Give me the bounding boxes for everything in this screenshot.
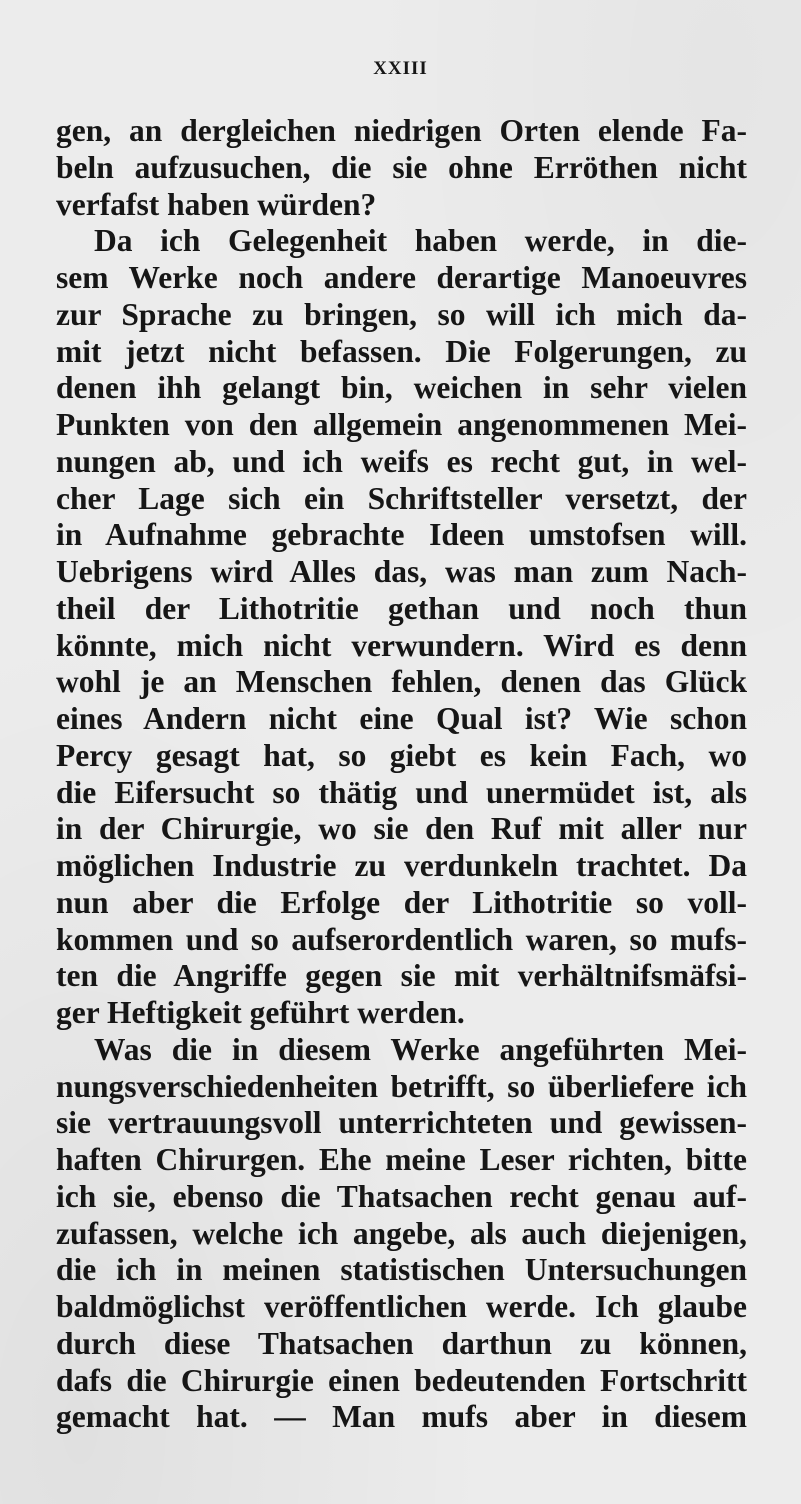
text-line: cher Lage sich ein Schriftsteller versetzt, der <box>56 480 747 516</box>
text-line: verfafst haben würden? <box>56 186 377 222</box>
text-line: nungen ab, und ich weifs es recht gut, in wel- <box>56 443 747 479</box>
text-line: denen ihh gelangt bin, weichen in sehr vielen <box>56 370 747 406</box>
text-line: sie vertrauungsvoll unterrichteten und gewissen- <box>56 1105 747 1141</box>
text-line: zur Sprache zu bringen, so will ich mich da- <box>56 296 747 332</box>
text-line: ten die Angriffe gegen sie mit verhältnifsmäfsi- <box>56 958 747 994</box>
text-line: könnte, mich nicht verwundern. Wird es denn <box>56 627 747 663</box>
text-line: theil der Lithotritie gethan und noch thun <box>56 590 747 626</box>
text-line: eines Andern nicht eine Qual ist? Wie schon <box>56 701 747 736</box>
text-line: baldmöglichst veröffentlichen werde. Ich glaube <box>56 1289 747 1324</box>
text-line: mit jetzt nicht befassen. Die Folgerungen, zu <box>56 333 747 369</box>
text-line: nun aber die Erfolge der Lithotritie so voll- <box>56 884 747 920</box>
text-line: beln aufzusuchen, die sie ohne Erröthen nicht <box>56 149 747 185</box>
text-line: Punkten von den allgemein angenommenen Mei- <box>56 407 747 442</box>
text-line: ich sie, ebenso die Thatsachen recht genau auf- <box>56 1178 747 1214</box>
text-line: in der Chirurgie, wo sie den Ruf mit aller nur <box>56 811 747 847</box>
text-line: ger Heftigkeit geführt werden. <box>56 995 465 1030</box>
text-line: Percy gesagt hat, so giebt es kein Fach, wo <box>56 737 747 773</box>
text-line: gemacht hat. — Man mufs aber in diesem <box>56 1399 747 1435</box>
text-line: haften Chirurgen. Ehe meine Leser richten, bitte <box>56 1142 747 1177</box>
text-line: Was die in diesem Werke angeführten Mei- <box>94 1031 747 1067</box>
body-text <box>56 113 747 1436</box>
text-line: Da ich Gelegenheit haben werde, in die- <box>94 223 747 259</box>
page-number: XXIII <box>373 58 428 79</box>
text-line: die Eifersucht so thätig und unermüdet ist, als <box>56 774 747 810</box>
text-line: zufassen, welche ich angebe, als auch diejenigen, <box>56 1215 747 1251</box>
text-line: durch diese Thatsachen darthun zu können, <box>56 1325 747 1361</box>
text-line: sem Werke noch andere derartige Manoeuvres <box>56 260 747 295</box>
text-line: in Aufnahme gebrachte Ideen umstofsen will. <box>56 517 747 553</box>
text-line: wohl je an Menschen fehlen, denen das Glück <box>56 664 747 700</box>
text-line: kommen und so aufserordentlich waren, so mufs- <box>56 921 747 957</box>
text-line: Uebrigens wird Alles das, was man zum Nach- <box>56 554 747 589</box>
text-line: nungsverschiedenheiten betrifft, so überliefere ich <box>56 1068 747 1104</box>
text-line: die ich in meinen statistischen Untersuchungen <box>56 1252 747 1288</box>
text-line: dafs die Chirurgie einen bedeutenden Fortschritt <box>56 1362 747 1398</box>
text-line: möglichen Industrie zu verdunkeln trachtet. Da <box>56 848 747 883</box>
text-line: gen, an dergleichen niedrigen Orten elende Fa- <box>56 113 747 148</box>
